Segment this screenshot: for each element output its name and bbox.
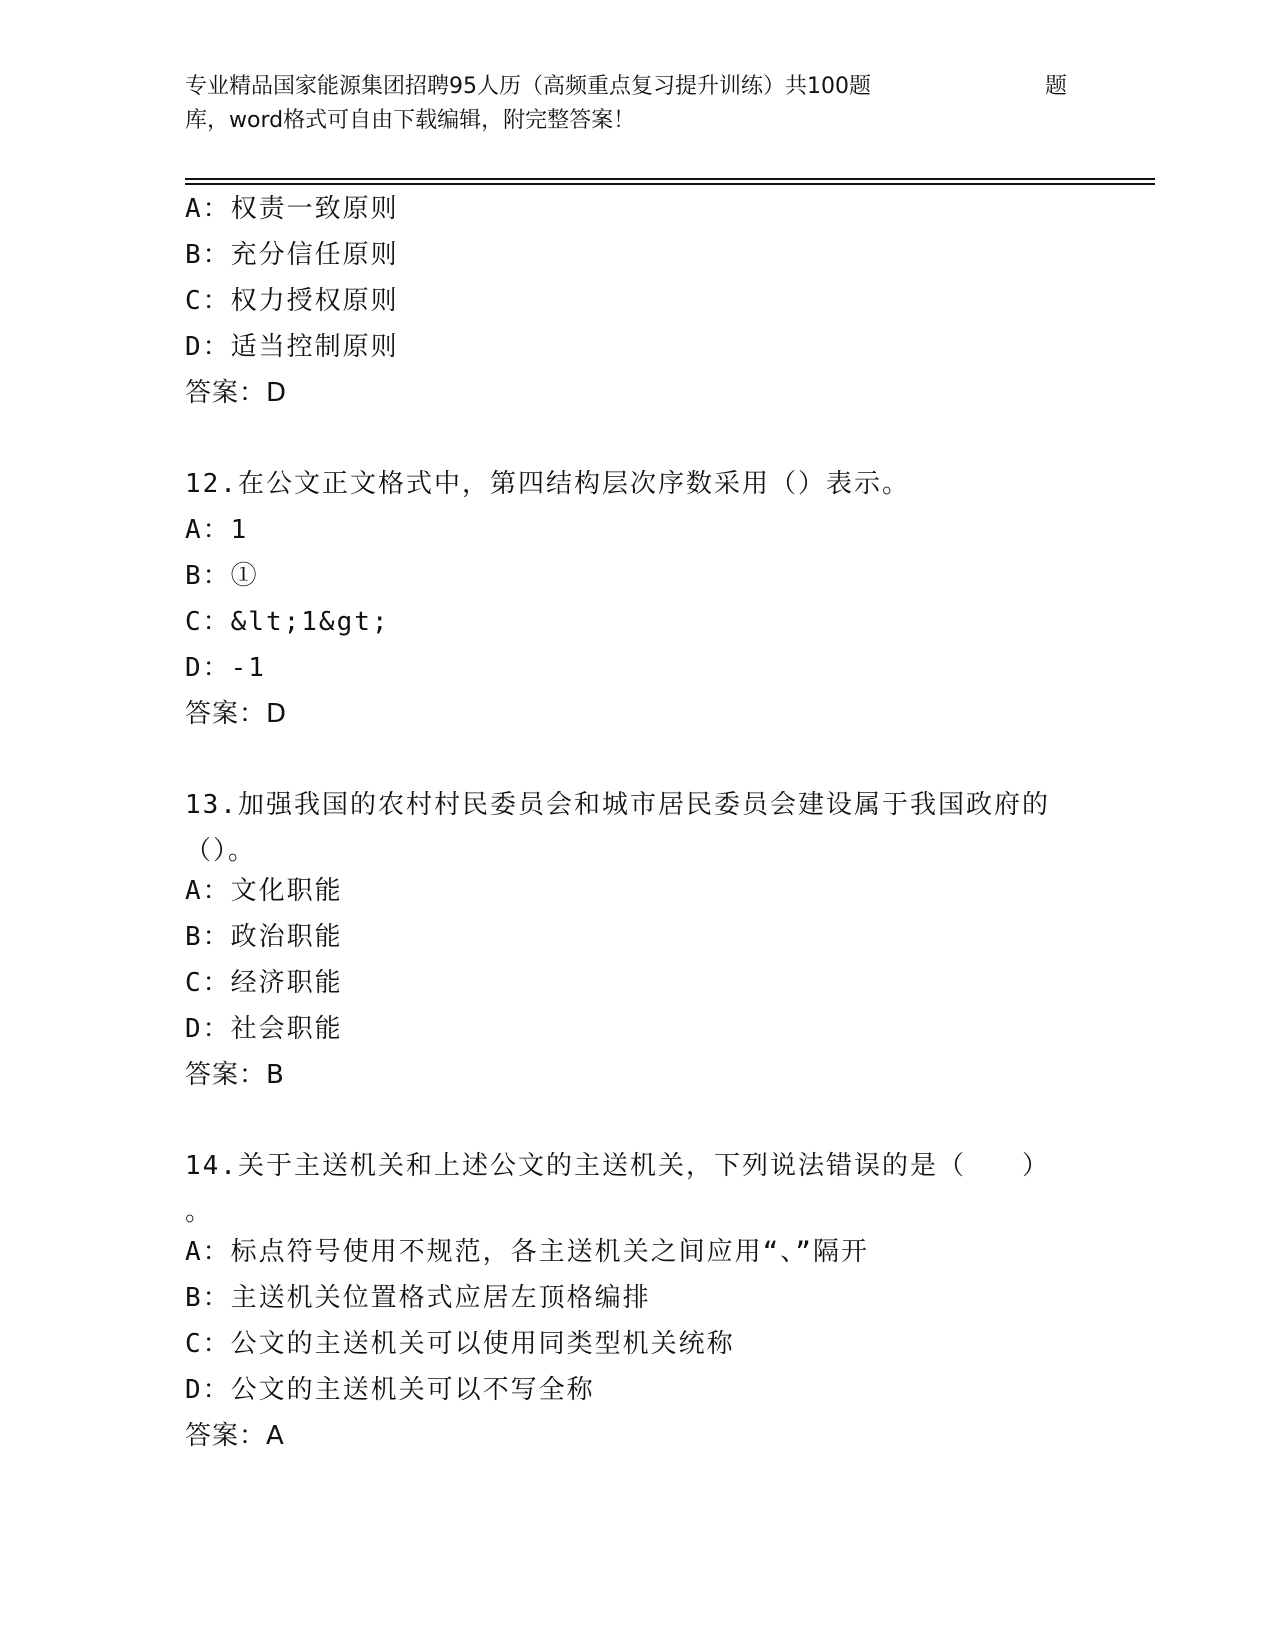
header-divider-top	[185, 178, 1155, 180]
question-12	[185, 461, 1085, 737]
option-b: B：充分信任原则	[185, 240, 399, 270]
option-c: C：&lt;1&gt;	[185, 607, 390, 637]
question-14	[185, 1143, 1085, 1459]
answer-line: 答案：D	[185, 699, 288, 729]
option-d: D：适当控制原则	[185, 332, 399, 362]
option-c: C：公文的主送机关可以使用同类型机关统称	[185, 1329, 735, 1359]
answer-line: 答案：A	[185, 1421, 285, 1451]
option-a: A：权责一致原则	[185, 194, 399, 224]
question-stem: 12.在公文正文格式中，第四结构层次序数采用（）表示。	[185, 469, 910, 499]
header-title-tail: 题	[1045, 74, 1068, 99]
option-b: B：政治职能	[185, 922, 343, 952]
header-title-line2: 库，word格式可自由下载编辑，附完整答案！	[185, 108, 636, 133]
question-13	[185, 782, 1085, 1098]
header-title-text: 专业精品国家能源集团招聘95人历（高频重点复习提升训练）共100题	[185, 74, 871, 99]
question-stem: 13.加强我国的农村村民委员会和城市居民委员会建设属于我国政府的	[185, 790, 1050, 820]
question-11-continued	[185, 186, 1085, 416]
answer-line: 答案：B	[185, 1060, 285, 1090]
option-b: B：主送机关位置格式应居左顶格编排	[185, 1283, 651, 1313]
option-b: B：①	[185, 561, 259, 591]
option-a: A：1	[185, 515, 249, 545]
option-c: C：权力授权原则	[185, 286, 399, 316]
question-stem: 14.关于主送机关和上述公文的主送机关，下列说法错误的是（ ）	[185, 1151, 1050, 1181]
option-d: D：公文的主送机关可以不写全称	[185, 1375, 595, 1405]
option-a: A：文化职能	[185, 876, 343, 906]
document-body	[185, 186, 1085, 1459]
option-a: A：标点符号使用不规范，各主送机关之间应用“、”隔开	[185, 1237, 869, 1267]
option-c: C：经济职能	[185, 968, 343, 998]
question-stem-continuation: 。	[185, 1197, 214, 1227]
header-divider-bottom	[185, 183, 1155, 185]
document-header	[185, 70, 1068, 138]
header-title-line1	[185, 70, 1068, 104]
option-d: D：社会职能	[185, 1014, 343, 1044]
answer-line: 答案：D	[185, 378, 288, 408]
option-d: D：-1	[185, 653, 266, 683]
question-stem-continuation: （）。	[185, 836, 257, 866]
